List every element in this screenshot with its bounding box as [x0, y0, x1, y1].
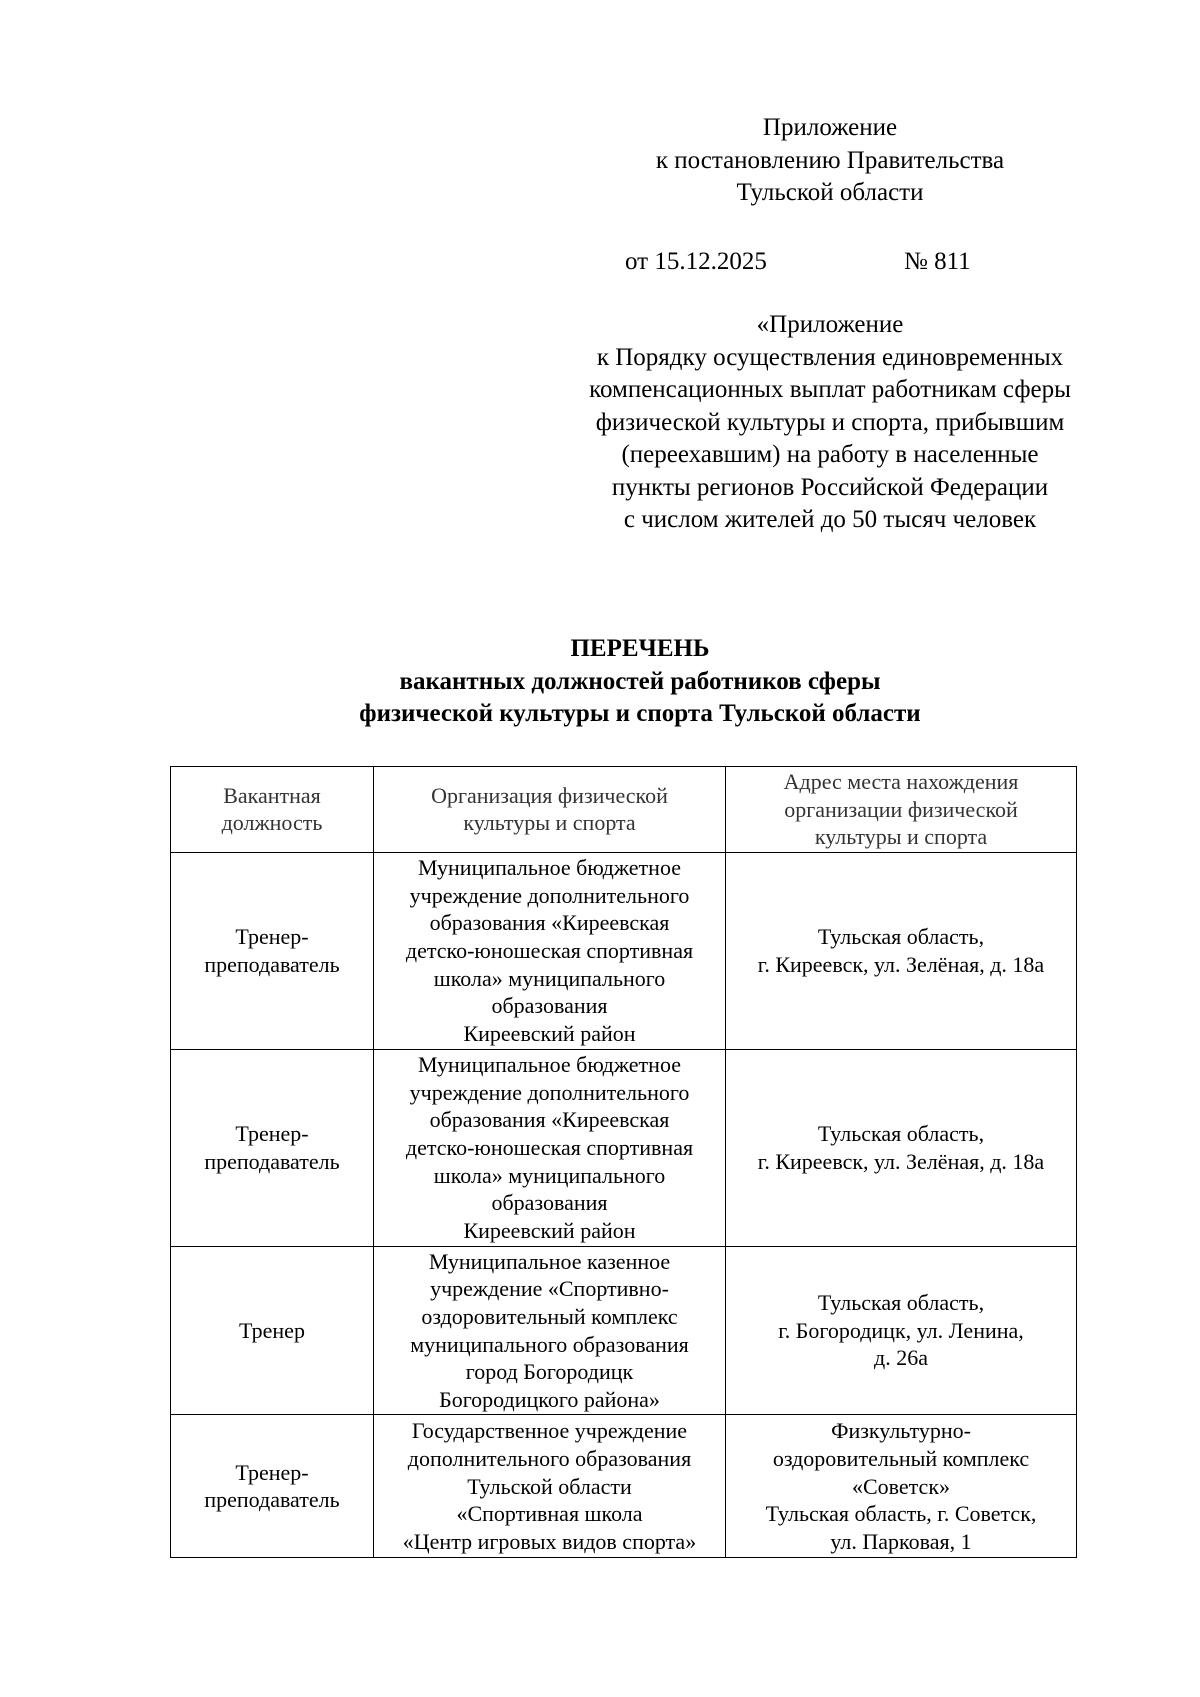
header-position: Вакантная должность [171, 767, 374, 853]
cell-organization: Муниципальное бюджетное учреждение дополнительного образования «Киреевская детско-юношеская спортивная школа» муниципального образования Киреевский район [374, 1049, 726, 1246]
cell-position: Тренер [171, 1246, 374, 1415]
cell-address: Физкультурно- оздоровительный комплекс «Советск» Тульская область, г. Советск, ул. Парковая, 1 [726, 1415, 1077, 1558]
procedure-line: с числом жителей до 50 тысяч человек [623, 506, 1037, 533]
title-sub: физической культуры и спорта Тульской области [359, 700, 921, 727]
document-title [160, 633, 1120, 731]
cell-address: Тульская область, г. Киреевск, ул. Зелёная, д. 18а [726, 852, 1077, 1049]
procedure-line: пункты регионов Российской Федерации [611, 473, 1049, 501]
title-sub: вакантных должностей работников сферы [399, 667, 881, 695]
order-number: № 811 [904, 248, 971, 275]
procedure-line: компенсационных выплат работникам сферы [589, 376, 1071, 403]
cell-position: Тренер- преподаватель [171, 1049, 374, 1246]
table-row [171, 1415, 1077, 1558]
table-row [171, 1049, 1077, 1246]
order-date: от 15.12.2025 [625, 248, 767, 275]
appendix-title: Приложение [762, 114, 898, 141]
cell-organization: Муниципальное казенное учреждение «Спортивно- оздоровительный комплекс муниципального образования город Богородицк Богородицкого района» [374, 1246, 726, 1415]
title-main: ПЕРЕЧЕНЬ [570, 635, 710, 662]
cell-organization: Муниципальное бюджетное учреждение дополнительного образования «Киреевская детско-юношеская спортивная школа» муниципального образования Киреевский район [374, 852, 726, 1049]
cell-position: Тренер- преподаватель [171, 1415, 374, 1558]
cell-address: Тульская область, г. Киреевск, ул. Зелёная, д. 18а [726, 1049, 1077, 1246]
table-header-row [171, 767, 1077, 853]
procedure-line: физической культуры и спорта, прибывшим [595, 408, 1065, 436]
cell-organization: Государственное учреждение дополнительного образования Тульской области «Спортивная школа «Центр игровых видов спорта» [374, 1415, 726, 1558]
procedure-appendix-header [520, 309, 1140, 537]
appendix-header [560, 112, 1100, 210]
procedure-line: (переехавшим) на работу в населенные [621, 441, 1039, 468]
header-organization: Организация физической культуры и спорта [374, 767, 726, 853]
procedure-line: «Приложение [756, 311, 904, 338]
header-address: Адрес места нахождения организации физической культуры и спорта [726, 767, 1077, 853]
table-row [171, 852, 1077, 1049]
cell-position: Тренер- преподаватель [171, 852, 374, 1049]
table-row [171, 1246, 1077, 1415]
appendix-region: Тульской области [736, 179, 924, 206]
appendix-ref: к постановлению Правительства [655, 146, 1005, 174]
cell-address: Тульская область, г. Богородицк, ул. Ленина, д. 26а [726, 1246, 1077, 1415]
vacancies-table [170, 766, 1077, 1558]
order-line [600, 245, 1060, 278]
procedure-line: к Порядку осуществления единовременных [596, 343, 1064, 371]
